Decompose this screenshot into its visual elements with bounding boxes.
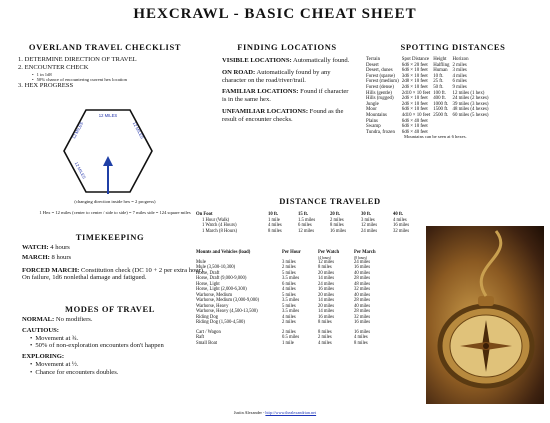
spotting-row-cell: 2d6 × 10 feet [401,101,428,107]
vehicle-row-cell: 2 miles [282,329,296,335]
forced-march-line: FORCED MARCH: Constitution check (DC 10 + 2 per extra hour). On failure, 1d6 nonlethal damage and fatigued. [22,266,205,282]
hex-side-label: 12 MILES [131,121,145,140]
foot-header-cell: On Foot [196,212,213,217]
spotting-row-cell: 4d10 × 10 feet [401,112,431,118]
mount-row-cell: 3.5 miles [282,276,300,281]
mount-row-cell: 24 miles [354,259,371,265]
mount-row-cell: Horse, Draft (9,000-9,000) [196,276,247,281]
foot-row-cell: 4 miles [268,223,282,228]
vehicle-row-cell: 4 miles [354,335,368,340]
mount-row-cell: Warhorse, Heavy (4,500-13,500) [196,309,258,314]
foot-row-cell: 8 miles [330,223,344,228]
spotting-row-cell: 6d6 × 40 feet [401,118,428,124]
watch-line: WATCH: 4 hours [22,244,70,251]
spotting-row-cell: Tundra, frozen [366,129,395,135]
spotting-row-cell: 10 ft. [433,73,444,79]
exploring-bullet: • Chance for encounters doubles. [30,369,212,377]
vehicle-row-cell: Small Boat [196,340,217,346]
spotting-row-cell: 50 ft. [433,84,444,90]
foot-row-cell: 1 March (8 Hours) [202,228,238,234]
spotting-row-cell: 3 miles [452,68,467,74]
step-hex-progress: 3. HEX PROGRESS [18,82,74,90]
footer [0,410,550,415]
foot-header-cell: 10 ft. [268,212,279,217]
vehicle-row-cell: Raft [196,335,205,340]
spotting-row-cell: 100 ft. [433,90,446,96]
foot-row-cell: 1 Hour (Walk) [202,217,230,223]
mount-row [196,265,390,271]
distance-heading: DISTANCE TRAVELED [279,196,381,206]
cautious-bullet: • Movement at ¾. [30,335,212,343]
mount-row [196,276,390,282]
timekeeping-text [22,244,214,282]
finding-visible: VISIBLE LOCATIONS: Automatically found. [222,57,350,64]
hex-caption: (changing direction inside hex = 2 progress) [74,199,156,204]
col-terrain: Terrain [366,57,381,62]
mount-row-cell: 32 miles [354,287,371,292]
spotting-row-cell: 9 miles [452,84,467,90]
mount-row-cell: 16 miles [318,314,335,320]
mount-row-cell: 28 miles [354,276,371,281]
spotting-row-cell: Plains [366,118,378,124]
foot-row-cell: 6 miles [298,223,312,228]
spotting-row-cell: Human [433,68,448,74]
mount-row-cell: 40 miles [354,303,371,309]
mount-row-cell: Horse, Light [196,281,220,287]
mount-row-cell: 3.5 miles [282,298,300,303]
mount-row-cell: 32 miles [354,314,371,320]
mount-row-cell: 40 miles [354,270,371,276]
spotting-row-cell: 3d6 × 10 feet [401,73,428,79]
overland-steps [18,56,203,90]
spotting-row-cell: 2d6 × 10 feet [401,96,428,102]
normal-line: NORMAL: No modifiers. [22,316,93,323]
per-watch-sub: (4 hours) [318,255,332,260]
spotting-row-cell: Jungle [366,101,379,107]
mount-row-cell: Horse, Draft [196,270,220,276]
spotting-row-cell: 6d6 × 40 feet [401,129,428,135]
hex-side-label: 12 MILES [71,121,85,140]
finding-list [222,57,354,124]
spotting-row-cell: 12 miles (1 hex) [452,90,485,96]
mount-row-cell: 20 miles [318,303,335,309]
encounter-bullets [32,72,203,83]
col-spot-distance: Spot Distance [401,57,430,62]
vehicle-row-cell: 0.5 miles [282,335,300,340]
foot-row-cell: 1 mile [268,217,280,223]
col-horizon: Horizon [452,57,469,62]
spotting-row-cell: 39 miles (3 hexes) [452,101,489,107]
mount-row-cell: 8 miles [318,320,332,325]
spotting-row-cell: 25 ft. [433,79,444,85]
foot-row-cell: 12 miles [361,223,378,228]
mount-header-cell: Mounts and Vehicles (load) [196,250,251,255]
vehicle-row-cell: 8 miles [318,329,332,335]
spotting-row-cell: 2d8 × 10 feet [401,79,428,85]
mount-row-cell: Mule [196,259,206,265]
spotting-table [366,57,492,135]
mount-row-cell: 16 miles [354,265,371,270]
spotting-row-cell: Desert, dunes [366,68,393,74]
mount-row [196,298,390,304]
vehicle-row-cell: 1 mile [282,340,294,346]
spotting-row-cell: Mountains [366,112,387,118]
cautious-label: CAUTIOUS: [22,326,60,334]
overland-heading: OVERLAND TRAVEL CHECKLIST [28,42,182,52]
foot-header-cell: 15 ft. [298,212,309,217]
hex-formula: 1 Hex = 12 miles (center to center / side to side) = 7 miles side = 124 square miles [39,210,191,215]
vehicle-row-cell: 2 miles [318,335,332,340]
mount-row-cell: 14 miles [318,309,335,314]
mount-header-cell: Per Hour [282,250,301,255]
mount-row-cell: 4 miles [282,287,296,292]
spotting-heading: SPOTTING DISTANCES [400,42,506,52]
spotting-row-cell: Forest (sparse) [366,73,395,79]
mount-row-cell: 4 miles [282,314,296,320]
march-line: MARCH: 8 hours [22,253,72,261]
foot-row-cell: 4 miles [393,217,407,223]
spotting-row-cell: 1000 ft. [433,101,449,107]
hex-side-label: 12 MILES [98,113,118,118]
arrow-head-icon [103,156,113,166]
mount-row-cell: Warhorse, Medium [196,292,233,298]
spotting-row-cell: 2500 ft. [433,112,449,118]
hex-side-label: 12 MILES [73,161,87,180]
spotting-row-cell: 1500 ft. [433,107,449,113]
spotting-row-cell: Desert [366,62,379,68]
foot-row-cell: 12 miles [298,228,315,234]
mount-row-cell: 14 miles [318,276,335,281]
foot-row-cell: 1.5 miles [298,217,316,223]
mount-row-cell: 12 miles [318,259,335,265]
spotting-row-cell: 6d6 × 10 feet [401,107,428,113]
foot-row-cell: 8 miles [268,228,282,234]
spotting-row [366,113,492,119]
finding-familiar: FAMILIAR LOCATIONS: Found if character is in the same hex. [222,88,349,104]
mount-row-cell: 5 miles [282,303,296,309]
spotting-row-cell: 4 miles [452,73,467,79]
foot-row-cell: 24 miles [361,228,378,234]
spotting-row-cell: Forest (medium) [366,79,399,85]
spotting-row-cell: 2d6 × 10 feet [401,84,428,90]
mount-row-cell: 3.5 miles [282,309,300,314]
mount-header-cell: Per Watch [318,250,340,255]
mount-row-cell: Warhorse, Medium (3,000-9,000) [196,298,260,303]
spotting-row-cell: 24 miles (2 hexes) [452,96,489,102]
mount-row-cell: 20 miles [318,270,335,276]
mount-row-cell: 8 miles [318,265,332,270]
timekeeping-heading: TIMEKEEPING [75,232,145,242]
vehicle-row-cell: Cart / Wagon [196,329,221,335]
mount-row-cell: 6 miles [282,281,296,287]
page-title: HEXCRAWL - BASIC CHEAT SHEET [133,6,417,22]
spotting-row-cell: Halfling [433,62,450,68]
vehicle-row-cell: 8 miles [354,340,368,346]
spotting-row-cell: 6d6 × 10 feet [401,124,428,130]
spotting-row-cell: 6d6 × 10 feet [401,68,428,74]
mount-row-cell: Riding Dog (1,500-4,500) [196,320,245,325]
encounter-bullet: • 1 in 1d8 [32,72,203,77]
spotting-row-cell: 400 ft. [433,96,446,102]
distance-foot-table [196,212,423,234]
footer-link[interactable]: http://www.thealexandrian.net [265,410,317,415]
finding-road: ON ROAD: Automatically found by any character on the road/river/trail. [222,68,331,84]
foot-row [196,229,423,235]
mount-row [196,287,390,293]
foot-row-cell: 3 miles [361,217,375,223]
mount-row-cell: 2 miles [282,265,296,270]
mount-row [196,320,390,326]
mount-row [196,309,390,315]
mount-row-cell: 16 miles [354,320,371,325]
mount-row-cell: Mule (3,500-10,300) [196,265,236,270]
modes-heading: MODES OF TRAVEL [64,304,156,314]
step-encounter: 2. ENCOUNTER CHECK [18,63,89,71]
foot-header-cell: 40 ft. [393,212,404,217]
mount-row-cell: 48 miles [354,281,371,287]
spotting-row-cell: Moor [366,107,377,113]
mount-row-cell: Horse, Light (2,000-6,300) [196,287,247,292]
modes-text [22,316,212,377]
finding-unfamiliar: UNFAMILIAR LOCATIONS: Found as the result of encounter checks. [222,107,344,123]
mount-row-cell: 28 miles [354,309,371,314]
vehicle-row-cell: 4 miles [318,340,332,346]
mount-row-cell: 24 miles [318,281,335,287]
foot-row-cell: 16 miles [393,223,410,228]
mount-row-cell: 5 miles [282,292,296,298]
spotting-row-cell: Hills (gentle) [366,90,392,96]
spotting-row-cell: 2 miles [452,62,467,68]
compass-photo [426,226,544,404]
vehicle-row-cell: 16 miles [354,329,371,335]
compass-icon [426,226,544,404]
mount-row-cell: 40 miles [354,292,371,298]
mount-row-cell: 16 miles [318,287,335,292]
foot-row-cell: 32 miles [393,228,410,234]
spotting-row-cell: Hills (rugged) [366,96,394,102]
mount-row-cell: 14 miles [318,298,335,303]
step-direction: 1. DETERMINE DIRECTION OF TRAVEL [18,56,137,63]
spotting-row-cell: 2d10 × 10 feet [401,90,431,96]
foot-row-cell: 16 miles [330,228,347,234]
mount-row-cell: 28 miles [354,298,371,303]
mount-row-cell: 5 miles [282,270,296,276]
exploring-bullet: • Movement at ½. [30,361,212,369]
cautious-bullet: • 50% of non-exploration encounters don't happen [30,342,212,350]
distance-mounts-table [196,250,390,346]
per-march-sub: (8 hours) [354,255,368,260]
mount-header-cell: Per March [354,250,376,255]
col-height: Height [433,57,447,62]
spotting-row-cell: Swamp [366,124,381,130]
spotting-row-cell: 48 miles (4 hexes) [452,107,489,113]
hex-diagram [58,104,158,198]
mount-row-cell: 2 miles [282,320,296,325]
encounter-bullet: • 50% chance of encountering current hex location [32,77,203,82]
spotting-row-cell: 6d6 × 20 feet [401,62,428,68]
mount-row-cell: 3 miles [282,259,296,265]
spotting-row-cell: 6 miles [452,79,467,85]
exploring-label: EXPLORING: [22,353,65,361]
mount-row-cell: Warhorse, Heavy [196,303,229,309]
mount-header-row [196,250,390,256]
foot-header-cell: 20 ft. [330,212,341,217]
vehicle-row [196,341,390,347]
footer-author: Justin Alexander - [233,410,266,415]
spotting-row-cell: 60 miles (5 hexes) [452,112,489,118]
foot-header-cell: 30 ft. [361,212,372,217]
finding-heading: FINDING LOCATIONS [237,42,337,52]
foot-row-cell: 2 miles [330,217,344,223]
spotting-note: Mountains can be seen at 6 hexes. [404,134,467,139]
foot-row-cell: 1 Watch (4 Hours) [202,223,237,228]
spotting-row-cell: Forest (dense) [366,84,394,90]
mount-row-cell: Riding Dog [196,314,219,320]
mount-row-cell: 20 miles [318,292,335,298]
